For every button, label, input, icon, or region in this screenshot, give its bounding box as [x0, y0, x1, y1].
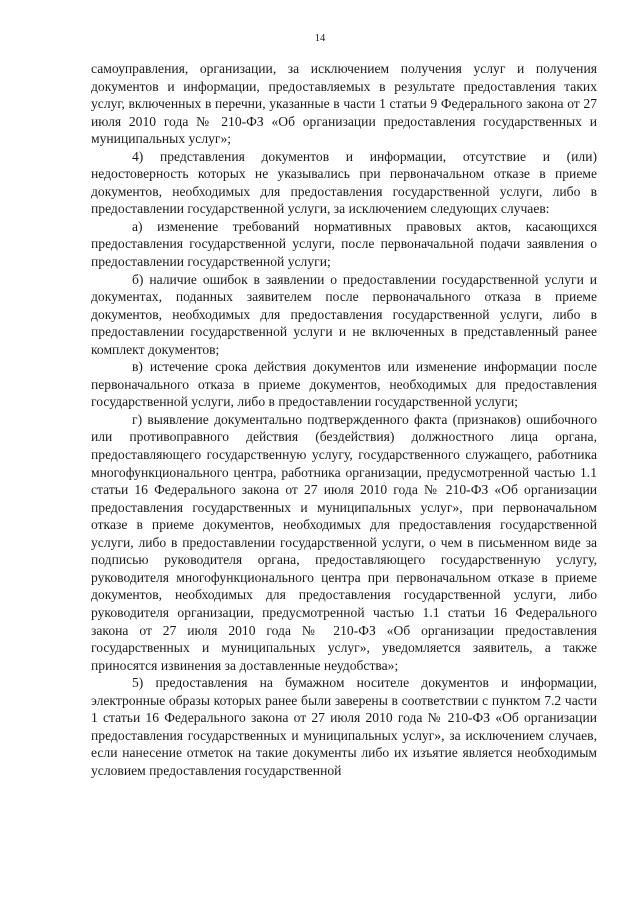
paragraph-continuation: самоуправления, организации, за исключением получения услуг и получения документов и информации, предоставляемых в результате предоставления таких услуг, включенных в перечни, указанные в части 1 статьи 9 Федерального закона от 27 июля 2010 года № 210-ФЗ «Об организации предоставления государственных и муниципальных услуг»;: [91, 61, 597, 147]
paragraph-item-a: а) изменение требований нормативных правовых актов, касающихся предоставления государственной услуги, после первоначальной подачи заявления о предоставлении государственной услуги;: [91, 218, 597, 270]
paragraph-item-v: в) истечение срока действия документов или изменение информации после первоначального отказа в приеме документов, необходимых для предоставления государственной услуги, либо в предоставлении государственной услуги;: [91, 359, 597, 410]
paragraph-item-4: 4) представления документов и информации, отсутствие и (или) недостоверность которых не указывались при первоначальном отказе в приеме документов, необходимых для предоставления государственной услуги, либо в предоставлении государственной услуги, за исключением следующих случаев:: [91, 148, 597, 217]
paragraph-item-g: г) выявление документально подтвержденного факта (признаков) ошибочного или противоправного действия (бездействия) должностного лица органа, предоставляющего государственную услугу, государственного служащего, работника многофункционального центра, работника организации, предусмотренной частью 1.1 статьи 16 Федерального закона от 27 июля 2010 года № 210-ФЗ «Об организации предоставления государственных и муниципальных услуг», при первоначальном отказе в приеме документов, необходимых для предоставления государственной услуги, либо в предоставлении государственной услуги, о чем в письменном виде за подписью руководителя органа, предоставляющего государственную услугу, руководителя многофункционального центра при первоначальном отказе в приеме документов, необходимых для предоставления государственной услуги, либо руководителя организации, предусмотренной частью 1.1 статьи 16 Федерального закона от 27 июля 2010 года № 210-ФЗ «Об организации предоставления государственных и муниципальных услуг», уведомляется заявитель, а также приносятся извинения за доставленные неудобства»;: [91, 411, 597, 673]
document-body: [91, 60, 597, 779]
paragraph-item-b: б) наличие ошибок в заявлении о предоставлении государственной услуги и документах, поданных заявителем после первоначального отказа в приеме документов, необходимых для предоставления государственной услуги, либо в предоставлении государственной услуги и не включенных в представленный ранее комплект документов;: [91, 271, 597, 357]
page-number: 14: [314, 33, 326, 44]
paragraph-item-5: 5) предоставления на бумажном носителе документов и информации, электронные образы которых ранее были заверены в соответствии с пунктом 7.2 части 1 статьи 16 Федерального закона от 27 июля 2010 года № 210-ФЗ «Об организации предоставления государственных и муниципальных услуг», за исключением случаев, если нанесение отметок на такие документы либо их изъятие является необходимым условием предоставления государственной: [91, 675, 597, 778]
